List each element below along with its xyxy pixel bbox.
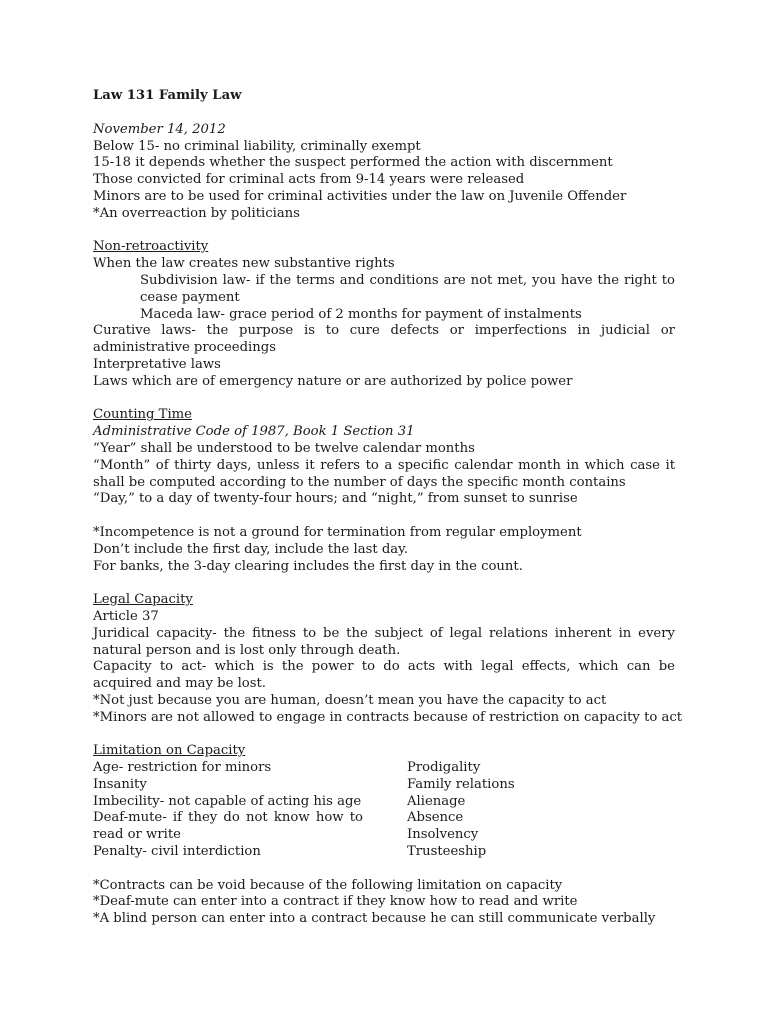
limitation-item: Alienage (407, 793, 466, 809)
legal-note: *Not just because you are human, doesn’t mean you have the capacity to act (93, 692, 607, 708)
limitation-item: Insanity (93, 776, 147, 792)
maceda-law: Maceda law- grace period of 2 months for payment of instalments (140, 306, 582, 322)
limitation-item: Prodigality (407, 760, 481, 776)
intro-line: Below 15- no criminal liability, criminally exempt (93, 138, 421, 154)
note-line: For banks, the 3-day clearing includes the first day in the count. (93, 558, 523, 574)
legal-note: *Minors are not allowed to engage in contracts because of restriction on capacity to act (93, 709, 683, 725)
intro-line: Those convicted for criminal acts from 9-14 years were released (93, 172, 525, 188)
intro-line: *An overreaction by politicians (93, 205, 300, 221)
emergency-laws: Laws which are of emergency nature or are authorized by police power (93, 373, 573, 389)
note-line: *Incompetence is not a ground for termination from regular employment (93, 524, 582, 540)
limitation-item: Family relations (407, 776, 515, 792)
intro-line: 15-18 it depends whether the suspect performed the action with discernment (93, 155, 613, 171)
counting-source: Administrative Code of 1987, Book 1 Section 31 (93, 424, 415, 440)
intro-line: Minors are to be used for criminal activities under the law on Juvenile Offender (93, 188, 627, 204)
final-note: *Contracts can be void because of the following limitation on capacity (93, 877, 563, 893)
document-body (93, 88, 683, 928)
limitation-item: Deaf-mute- if they do not know how to read or write (93, 810, 363, 843)
limitation-item: Absence (407, 810, 464, 826)
limitation-item: Insolvency (407, 827, 479, 843)
day-definition: “Day,” to a day of twenty-four hours; and “night,” from sunset to sunrise (93, 491, 578, 507)
section-heading-legal-capacity: Legal Capacity (93, 592, 193, 608)
curative-laws: Curative laws- the purpose is to cure defects or imperfections in judicial or administrative proceedings (93, 323, 675, 356)
year-definition: “Year” shall be understood to be twelve calendar months (93, 440, 475, 456)
capacity-to-act: Capacity to act- which is the power to do acts with legal effects, which can be acquired and may be lost. (93, 659, 675, 692)
lecture-date: November 14, 2012 (93, 121, 226, 137)
limitation-item: Age- restriction for minors (93, 760, 272, 776)
section-heading-nonretroactivity: Non-retroactivity (93, 239, 209, 255)
limitation-item: Imbecility- not capable of acting his age (93, 793, 362, 809)
document-title: Law 131 Family Law (93, 88, 242, 103)
subdivision-law: Subdivision law- if the terms and conditions are not met, you have the right to cease payment (140, 272, 675, 305)
juridical-capacity: Juridical capacity- the fitness to be the subject of legal relations inherent in every natural person and is lost only through death. (93, 625, 675, 658)
section-heading-limitation: Limitation on Capacity (93, 743, 246, 759)
section-heading-counting-time: Counting Time (93, 407, 192, 423)
month-definition: “Month” of thirty days, unless it refers to a specific calendar month in which case it shall be computed according to the number of days the specific month contains (93, 457, 675, 490)
final-note: *A blind person can enter into a contract because he can still communicate verbally (93, 911, 656, 927)
note-line: Don’t include the first day, include the last day. (93, 541, 409, 557)
final-note: *Deaf-mute can enter into a contract if they know how to read and write (93, 894, 578, 910)
article-reference: Article 37 (93, 608, 159, 624)
limitation-columns (93, 760, 675, 861)
limitation-item: Trusteeship (407, 844, 487, 860)
limitation-item: Penalty- civil interdiction (93, 844, 261, 860)
nonretro-line: When the law creates new substantive rights (93, 256, 395, 272)
limitation-left-column (93, 760, 363, 861)
interpretative-laws: Interpretative laws (93, 356, 221, 372)
limitation-right-column (363, 760, 515, 861)
